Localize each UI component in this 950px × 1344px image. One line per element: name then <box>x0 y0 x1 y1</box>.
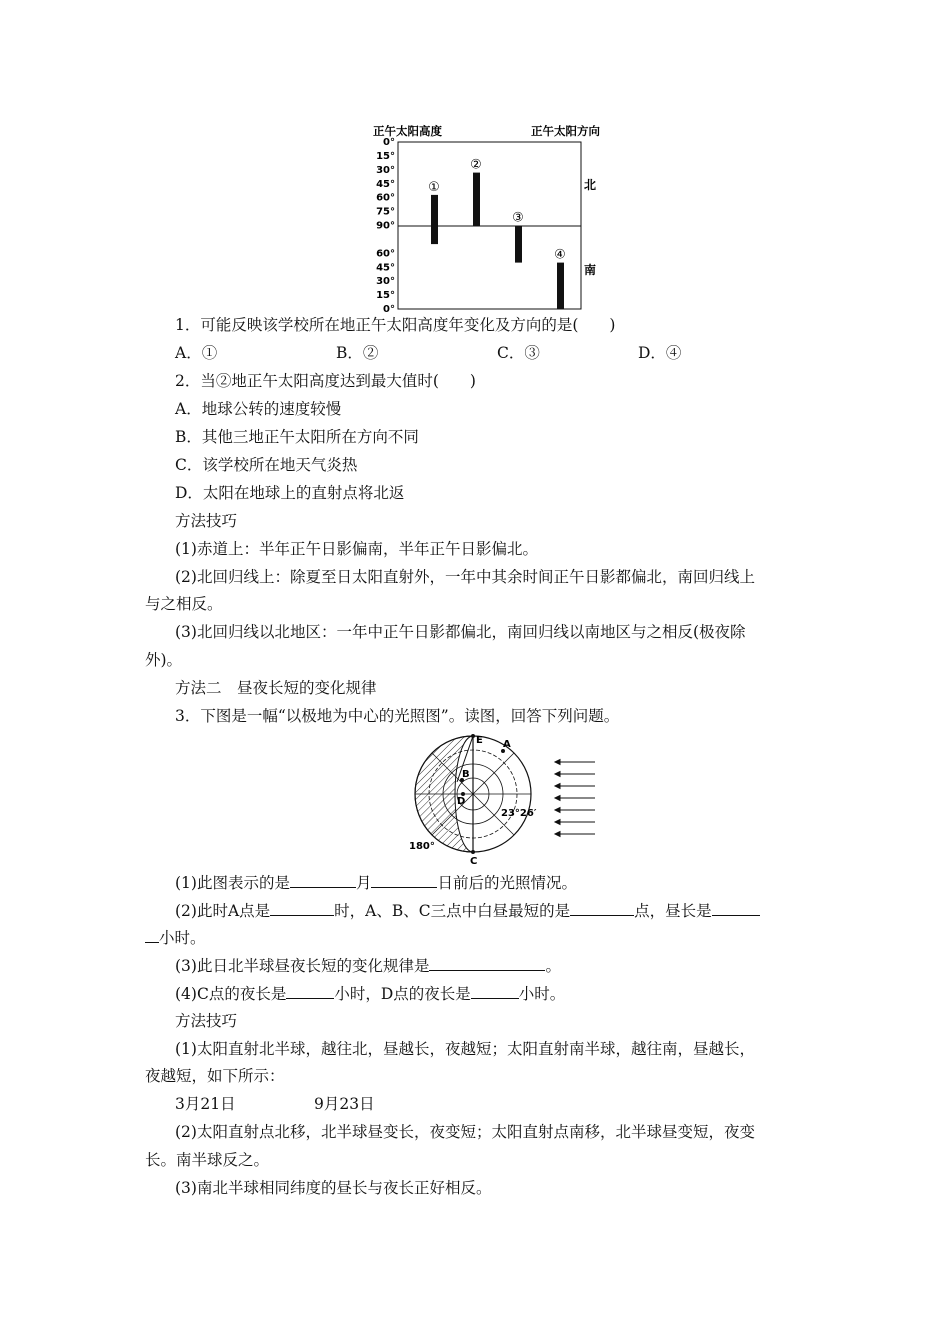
q3-sub2: (2)此时A点是 时，A、B、C三点中白昼最短的是 点，昼长是 <box>175 900 760 921</box>
tips1-p1: (1)赤道上：半年正午日影偏南，半年正午日影偏北。 <box>175 540 538 558</box>
chart-title-right: 正午太阳方向 <box>531 124 600 138</box>
blank-rule[interactable] <box>429 955 545 971</box>
bar-label-3: ③ <box>512 210 524 226</box>
bar-4 <box>557 263 564 309</box>
tips2-p2-line2: 长。南半球反之。 <box>145 1151 270 1169</box>
blank-a-time[interactable] <box>270 900 334 916</box>
bar-label-1: ① <box>428 179 440 195</box>
date-sept-23: 9月23日 <box>314 1095 375 1113</box>
direction-south-label: 南 <box>584 263 597 277</box>
blank-day-length[interactable] <box>712 900 760 916</box>
polar-illumination-figure <box>405 732 605 870</box>
blank-c-night[interactable] <box>286 983 334 999</box>
label-latitude: 23°26′ <box>501 808 537 819</box>
y-ticks-south <box>376 248 395 313</box>
q1-option-a: A．① <box>175 344 218 362</box>
tips1-title: 方法技巧 <box>175 512 238 530</box>
sunlight-arrows <box>555 760 595 837</box>
label-a: A <box>503 739 511 750</box>
y-tick-label: 15° <box>376 150 395 162</box>
bar-label-2: ② <box>470 157 482 173</box>
y-tick-label: 15° <box>376 290 395 302</box>
q3-sub4: (4)C点的夜长是 小时，D点的夜长是 小时。 <box>175 985 566 1003</box>
q2-stem: 2．当②地正午太阳高度达到最大值时( ) <box>175 372 476 390</box>
q1-option-b: B．② <box>336 344 379 362</box>
blank-day[interactable] <box>371 872 437 888</box>
tips2-p1-line1: (1)太阳直射北半球，越往北，昼越长，夜越短；太阳直射南半球，越往南，昼越长， <box>175 1040 755 1058</box>
label-d: D <box>457 796 466 807</box>
label-e: E <box>476 735 483 746</box>
tips2-p1-line2: 夜越短，如下所示： <box>145 1067 285 1085</box>
bar-3 <box>515 226 522 263</box>
direction-north-label: 北 <box>584 178 597 192</box>
label-longitude: 180° <box>409 841 435 852</box>
tips1-p2-line2: 与之相反。 <box>145 595 223 613</box>
bar-1 <box>431 195 438 244</box>
y-tick-label: 30° <box>376 164 395 176</box>
q1-stem: 1．可能反映该学校所在地正午太阳高度年变化及方向的是( ) <box>175 316 616 334</box>
bars-group <box>431 173 564 309</box>
y-tick-label: 60° <box>376 192 395 204</box>
q3-sub3: (3)此日北半球昼夜长短的变化规律是 。 <box>175 957 561 975</box>
y-tick-label: 30° <box>376 276 395 288</box>
y-tick-label: 45° <box>376 262 395 274</box>
tips1-p3-line1: (3)北回归线以北地区：一年中正午日影都偏北，南回归线以南地区与之相反(极夜除 <box>175 623 746 641</box>
y-tick-label: 0° <box>383 137 395 148</box>
bar-labels <box>428 158 566 263</box>
date-march-21: 3月21日 <box>175 1095 236 1113</box>
q3-stem: 3．下图是一幅“以极地为中心的光照图”。读图，回答下列问题。 <box>175 707 620 725</box>
q3-sub1: (1)此图表示的是 月 日前后的光照情况。 <box>175 874 577 892</box>
tips2-p2-line1: (2)太阳直射点北移，北半球昼变长，夜变短；太阳直射点南移，北半球昼变短，夜变 <box>175 1123 755 1141</box>
blank-d-night[interactable] <box>471 983 519 999</box>
q2-option-d: D．太阳在地球上的直射点将北返 <box>175 484 405 502</box>
label-c: C <box>470 856 478 867</box>
blank-month[interactable] <box>290 872 356 888</box>
chart-title-left: 正午太阳高度 <box>373 124 442 138</box>
method2-heading: 方法二 昼夜长短的变化规律 <box>175 679 377 697</box>
y-tick-label: 60° <box>376 248 395 260</box>
tips2-title: 方法技巧 <box>175 1012 238 1030</box>
y-tick-label: 45° <box>376 178 395 190</box>
point-e <box>471 734 475 738</box>
blank-day-length-cont[interactable] <box>145 927 159 943</box>
tips1-p3-line2: 外)。 <box>145 651 183 669</box>
y-tick-label: 75° <box>376 206 395 218</box>
label-b: B <box>462 769 470 780</box>
q2-option-c: C．该学校所在地天气炎热 <box>175 456 358 474</box>
q1-option-c: C．③ <box>497 344 540 362</box>
q2-option-a: A．地球公转的速度较慢 <box>175 400 342 418</box>
q2-option-b: B．其他三地正午太阳所在方向不同 <box>175 428 419 446</box>
sun-altitude-chart <box>370 123 620 313</box>
blank-shortest-day-point[interactable] <box>570 900 634 916</box>
tips2-p3: (3)南北半球相同纬度的昼长与夜长正好相反。 <box>175 1179 492 1197</box>
point-c <box>471 850 475 854</box>
y-tick-label: 0° <box>383 304 395 313</box>
bar-2 <box>473 173 480 226</box>
y-tick-label: 90° <box>376 220 395 232</box>
tips1-p2-line1: (2)北回归线上：除夏至日太阳直射外，一年中其余时间正午日影都偏北，南回归线上 <box>175 568 755 586</box>
y-ticks-north <box>376 137 395 232</box>
q3-sub2-cont: 小时。 <box>145 927 206 948</box>
q1-option-d: D．④ <box>638 344 682 362</box>
bar-label-4: ④ <box>554 247 566 263</box>
